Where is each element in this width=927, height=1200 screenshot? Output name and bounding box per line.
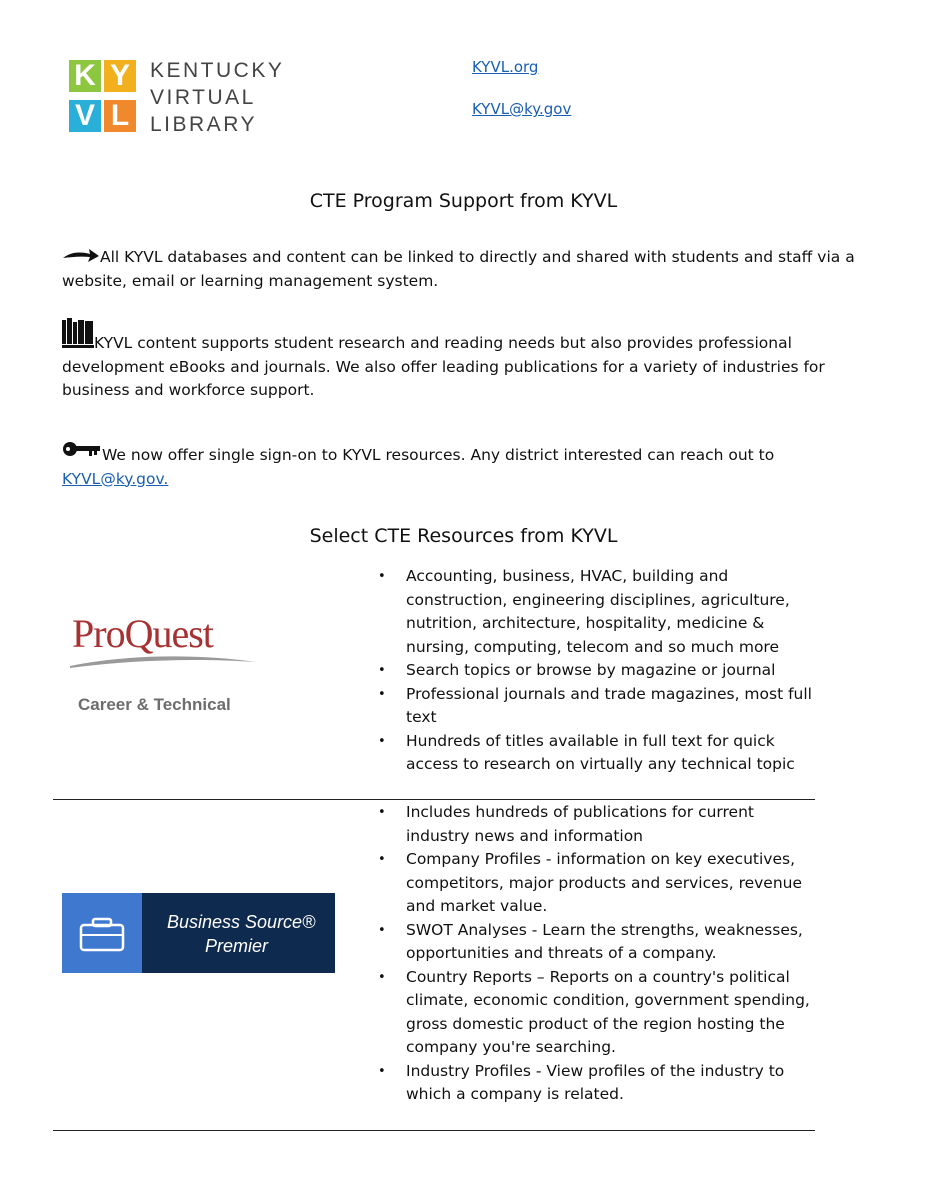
program-item-content xyxy=(62,318,874,403)
program-item-text: KYVL content supports student research and reading needs but also provides professional development eBooks and journals. We also offer leading publications for a variety of industries for business and workforce support. xyxy=(62,334,825,399)
business-source-logo[interactable] xyxy=(62,893,335,973)
program-item-links xyxy=(62,246,874,293)
logo-tile-v: V xyxy=(69,100,101,132)
proquest-logo[interactable] xyxy=(62,610,262,720)
list-item: • Search topics or browse by magazine or journal xyxy=(378,659,818,683)
business-source-line1: Business Source® xyxy=(167,912,316,932)
list-item: • Professional journals and trade magazines, most full text xyxy=(378,683,818,730)
business-source-bullets xyxy=(378,801,818,1107)
logo-line-1: KENTUCKY xyxy=(150,59,285,82)
list-item: • Industry Profiles - View profiles of the industry to which a company is related. xyxy=(378,1060,818,1107)
list-item: • Includes hundreds of publications for current industry news and information xyxy=(378,801,818,848)
program-title: CTE Program Support from KYVL xyxy=(309,190,618,212)
list-item: • Country Reports – Reports on a country's political climate, economic condition, government spending, gross domestic product of the region hosting the company you're searching. xyxy=(378,966,818,1060)
books-icon xyxy=(62,318,94,348)
list-item: • Accounting, business, HVAC, building and construction, engineering disciplines, agriculture, nutrition, architecture, hospitality, medicine & nursing, computing, telecom and so much more xyxy=(378,565,818,659)
program-item-text: We now offer single sign-on to KYVL resources. Any district interested can reach out to xyxy=(102,446,775,464)
briefcase-icon xyxy=(62,893,142,973)
logo-line-2: VIRTUAL xyxy=(150,86,256,109)
list-item: • SWOT Analyses - Learn the strengths, weaknesses, opportunities and threats of a company. xyxy=(378,919,818,966)
key-icon xyxy=(62,440,102,458)
logo-tile-k: K xyxy=(69,60,101,92)
website-link[interactable]: KYVL.org xyxy=(472,58,539,76)
proquest-wordmark: ProQuest xyxy=(72,611,213,656)
arrow-icon xyxy=(62,247,100,263)
proquest-subtitle: Career & Technical xyxy=(78,695,231,714)
list-item: • Company Profiles - information on key executives, competitors, major products and services, revenue and market value. xyxy=(378,848,818,919)
section-divider xyxy=(53,799,815,800)
program-item-sso xyxy=(62,440,874,491)
logo-tile-y: Y xyxy=(104,60,136,92)
logo-tile-l: L xyxy=(104,100,136,132)
business-source-line2: Premier xyxy=(205,936,269,956)
resources-title: Select CTE Resources from KYVL xyxy=(309,525,618,547)
briefcase-tile xyxy=(62,893,142,973)
list-item: • Hundreds of titles available in full text for quick access to research on virtually any technical topic xyxy=(378,730,818,777)
program-item-text: All KYVL databases and content can be linked to directly and shared with students and staff via a website, email or learning management system. xyxy=(62,248,855,290)
logo-line-3: LIBRARY xyxy=(150,113,257,136)
section-divider xyxy=(53,1130,815,1131)
sso-email-link[interactable]: KYVL@ky.gov. xyxy=(62,469,169,488)
proquest-bullets xyxy=(378,565,818,777)
email-link[interactable]: KYVL@ky.gov xyxy=(472,100,572,118)
proquest-swoosh-icon xyxy=(68,652,258,672)
